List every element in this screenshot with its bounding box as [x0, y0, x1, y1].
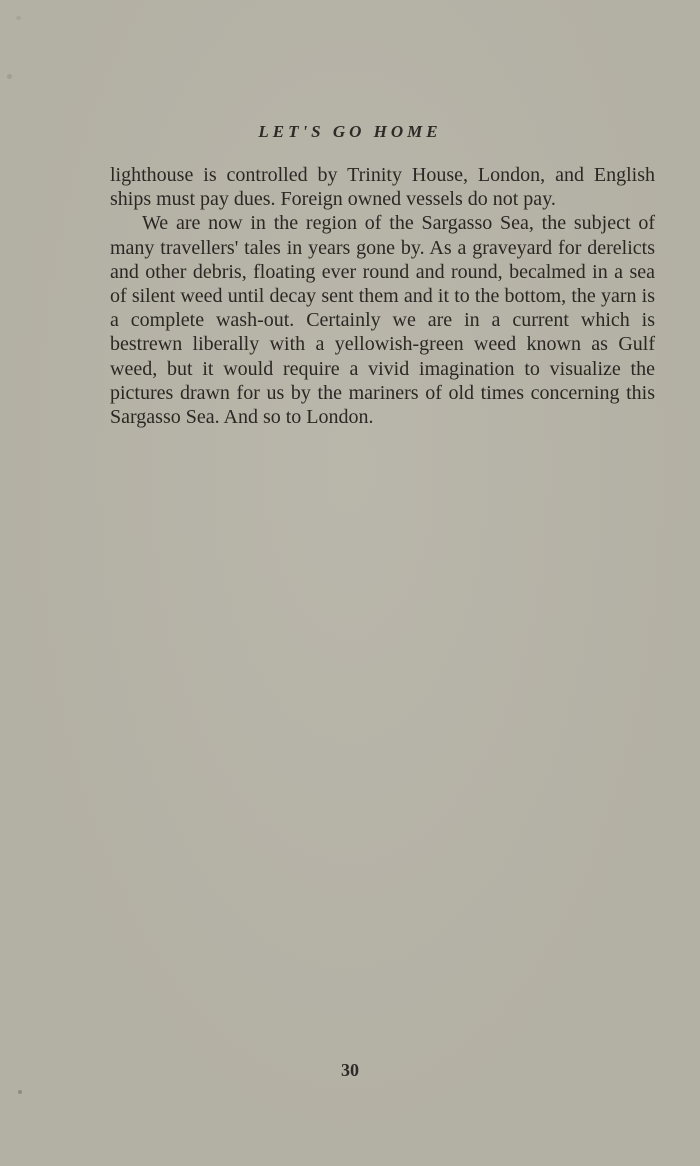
paragraph-continuation: lighthouse is controlled by Trinity House, London, and English ships must pay dues. Foreign owned vessels do not pay.: [110, 164, 655, 211]
paragraph-sargasso-sea: We are now in the region of the Sargasso Sea, the subject of many travellers' tales in years gone by. As a graveyard for derelicts and other debris, floating ever round and round, becalmed in a sea of silent weed until decay sent them and it to the bottom, the yarn is a complete wash-out. Certainly we are in a current which is bestrewn liberally with a yellowish-green weed known as Gulf weed, but it would require a vivid imagination to visualize the pictures drawn for us by the mariners of old times concerning this Sargasso Sea. And so to London.: [110, 212, 655, 429]
running-head: LET'S GO HOME: [258, 122, 442, 141]
paper-speck: [7, 74, 12, 79]
paper-speck: [16, 16, 21, 20]
page-number: 30: [341, 1060, 359, 1080]
paper-speck: [18, 1090, 22, 1094]
body-text: [110, 163, 655, 429]
